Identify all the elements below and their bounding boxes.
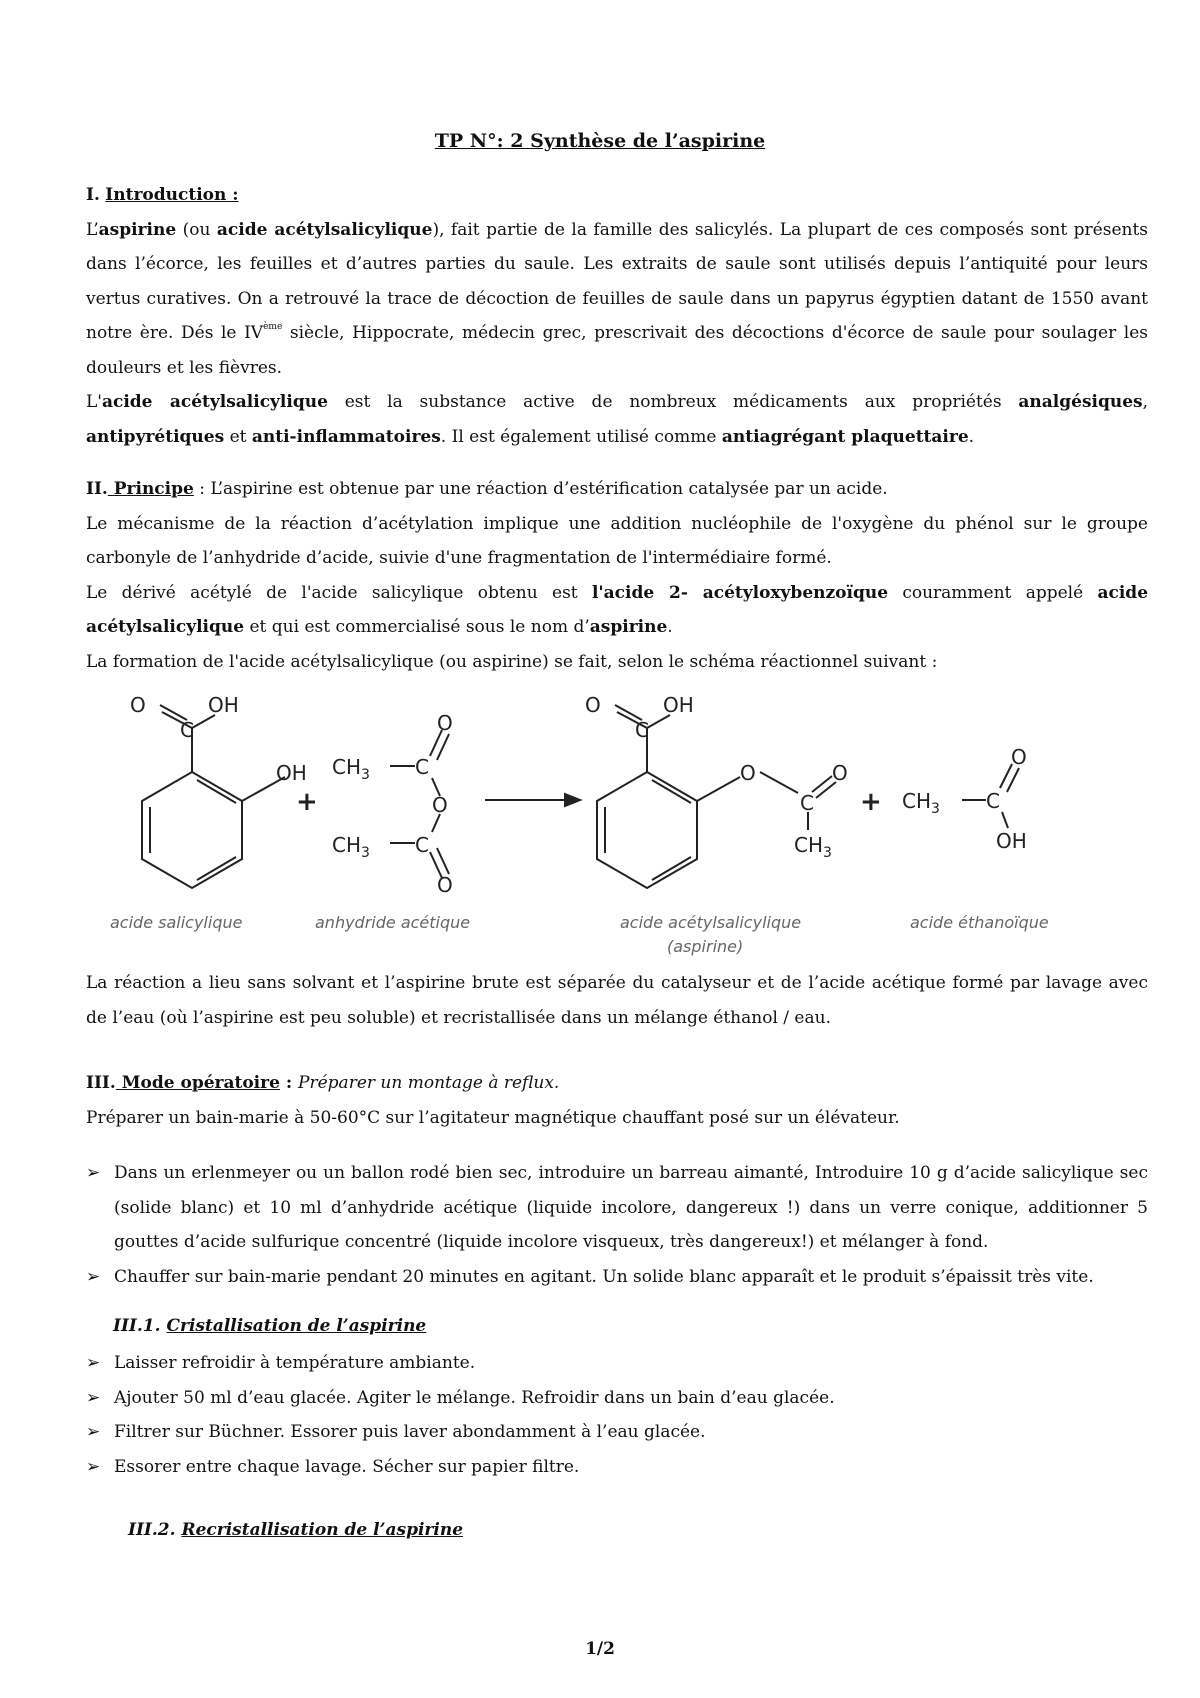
atom-ch3 bbox=[332, 833, 370, 861]
principe-line-3 bbox=[86, 576, 1148, 645]
principe-line-1 bbox=[86, 472, 1148, 507]
text-span: III. bbox=[86, 1073, 116, 1093]
principe-section bbox=[86, 472, 1148, 679]
atom-c: C bbox=[415, 755, 429, 779]
atom-oh: OH bbox=[663, 693, 694, 717]
atom-ch3 bbox=[902, 789, 940, 817]
text-span: Le dérivé acétylé de l'acide salicylique obtenu est bbox=[86, 582, 592, 603]
mode-operatoire-section bbox=[86, 1066, 1148, 1135]
text-span: Introduction : bbox=[105, 185, 239, 205]
text-span: (ou bbox=[176, 219, 217, 240]
mode-operatoire-line-1: Préparer un bain-marie à 50-60°C sur l’agitateur magnétique chauffant posé sur un élévateur. bbox=[86, 1107, 900, 1128]
arrow-bullet-icon: ➢ bbox=[86, 1387, 101, 1408]
plus-sign: + bbox=[296, 787, 318, 817]
text-span: I. bbox=[86, 185, 100, 205]
page-number: 1/2 bbox=[585, 1639, 615, 1659]
atom-c: C bbox=[986, 789, 1000, 813]
atom-o: O bbox=[585, 693, 601, 717]
mode-operatoire-steps bbox=[86, 1156, 1148, 1294]
introduction-section bbox=[86, 178, 1148, 454]
arrow-bullet-icon: ➢ bbox=[86, 1422, 101, 1442]
text-span: . bbox=[968, 426, 975, 447]
text-span: 3 bbox=[361, 845, 370, 861]
text-span: . bbox=[667, 617, 673, 637]
cristallisation-steps bbox=[86, 1346, 1148, 1484]
text-span: CH bbox=[332, 833, 362, 857]
text-span: siècle, Hippocrate, médecin grec, prescrivait des décoctions d'écorce de saule pour soulager les douleurs et les fièvres. bbox=[86, 323, 1149, 378]
label-ethanoic-acid: acide éthanoïque bbox=[910, 913, 1049, 932]
text-span: , bbox=[1142, 392, 1149, 412]
atom-o: O bbox=[437, 873, 453, 897]
list-item bbox=[86, 1346, 1148, 1381]
reaction-scheme bbox=[100, 680, 1120, 970]
list-item bbox=[86, 1156, 1148, 1260]
text-span: : bbox=[279, 1073, 299, 1093]
benzene-ring-salicylic bbox=[142, 772, 242, 888]
atom-o: O bbox=[437, 711, 453, 735]
text-span: II. bbox=[86, 479, 108, 499]
cristallisation-heading bbox=[113, 1316, 426, 1336]
recristallisation-heading bbox=[128, 1520, 463, 1540]
text-span: Laisser refroidir à température ambiante. bbox=[114, 1353, 476, 1373]
introduction-paragraph-2 bbox=[86, 385, 1148, 454]
text-span: 3 bbox=[361, 767, 370, 783]
label-aspirin: (aspirine) bbox=[667, 937, 744, 956]
text-span: III.2. bbox=[128, 1520, 182, 1540]
atom-c: C bbox=[415, 833, 429, 857]
text-span: Dans un erlenmeyer ou un ballon rodé bien sec, introduire un barreau aimanté, Introduire 10 g d’acide salicylique sec (solide blanc) et 10 ml d’anhydride acétique (liquide incolore, dangereux !) dans un verre conique, additionner 5 gouttes d’acide sulfurique concentré (liquide incolore visqueux, très dangereux!) et mélanger à fond. bbox=[114, 1163, 1148, 1252]
text-span: . Il est également utilisé comme bbox=[440, 426, 722, 447]
text-span: ème bbox=[263, 322, 283, 332]
list-item bbox=[86, 1415, 1148, 1450]
text-span: Préparer un montage à reflux. bbox=[298, 1073, 560, 1093]
atom-c: C bbox=[800, 791, 814, 815]
atom-ch3 bbox=[794, 833, 832, 861]
text-span: : L’aspirine est obtenue par une réaction d’estérification catalysée par un acide. bbox=[193, 479, 888, 499]
atom-c: C bbox=[635, 718, 649, 742]
atom-o: O bbox=[832, 761, 848, 785]
list-item bbox=[86, 1260, 1148, 1295]
introduction-heading bbox=[86, 178, 1148, 213]
benzene-ring-aspirin bbox=[597, 772, 697, 888]
text-span: acide acétylsalicylique bbox=[101, 392, 328, 412]
text-span: 3 bbox=[931, 801, 940, 817]
atom-oh: OH bbox=[208, 693, 239, 717]
text-span: acide acétylsalicylique bbox=[86, 582, 1149, 637]
text-span: aspirine bbox=[98, 219, 177, 240]
text-span: l'acide 2- acétyloxybenzoïque bbox=[591, 582, 889, 603]
label-acetylsalicylic-acid: acide acétylsalicylique bbox=[620, 913, 802, 932]
text-span: Ajouter 50 ml d’eau glacée. Agiter le mélange. Refroidir dans un bain d’eau glacée. bbox=[114, 1387, 835, 1408]
plus-sign: + bbox=[860, 787, 882, 817]
atom-o: O bbox=[740, 761, 756, 785]
atom-oh: OH bbox=[996, 829, 1027, 853]
text-span: Mode opératoire bbox=[115, 1073, 280, 1093]
text-span: Filtrer sur Büchner. Essorer puis laver abondamment à l’eau glacée. bbox=[114, 1422, 706, 1442]
atom-o: O bbox=[432, 793, 448, 817]
arrow-bullet-icon: ➢ bbox=[86, 1456, 101, 1477]
text-span: acide acétylsalicylique bbox=[216, 219, 433, 240]
text-span: antiagrégant plaquettaire bbox=[721, 426, 969, 447]
label-salicylic-acid: acide salicylique bbox=[110, 913, 243, 932]
label-acetic-anhydride: anhydride acétique bbox=[315, 913, 471, 932]
text-span: Cristallisation de l’aspirine bbox=[166, 1316, 427, 1336]
text-span: Chauffer sur bain-marie pendant 20 minutes en agitant. Un solide blanc apparaît et le produit s’épaissit très vite. bbox=[114, 1266, 1094, 1287]
atom-o: O bbox=[130, 693, 146, 717]
text-span: CH bbox=[794, 833, 824, 857]
text-span: couramment appelé bbox=[888, 582, 1098, 603]
page-title: TP N°: 2 Synthèse de l’aspirine bbox=[434, 130, 766, 152]
text-span: et bbox=[224, 426, 252, 447]
text-span: L’ bbox=[86, 219, 99, 240]
atom-oh: OH bbox=[276, 761, 307, 785]
text-span: III.1. bbox=[113, 1316, 167, 1336]
principe-line-4: La formation de l'acide acétylsalicylique (ou aspirine) se fait, selon le schéma réactionnel suivant : bbox=[86, 651, 938, 672]
text-span: Principe bbox=[107, 479, 194, 499]
text-span: analgésiques bbox=[1018, 392, 1143, 412]
list-item bbox=[86, 1450, 1148, 1485]
text-span: antipyrétiques bbox=[86, 426, 225, 447]
atom-ch3 bbox=[332, 755, 370, 783]
atom-c: C bbox=[180, 718, 194, 742]
arrow-bullet-icon: ➢ bbox=[86, 1163, 101, 1183]
text-span: et qui est commercialisé sous le nom d’ bbox=[244, 617, 590, 637]
principe-line-2: Le mécanisme de la réaction d’acétylation implique une addition nucléophile de l'oxygène du phénol sur le groupe carbonyle de l’anhydride d’acide, suivie d'une fragmentation de l'intermédiaire formé. bbox=[86, 513, 1148, 568]
text-span: CH bbox=[332, 755, 362, 779]
mode-operatoire-heading bbox=[86, 1066, 1148, 1101]
text-span: CH bbox=[902, 789, 932, 813]
text-span: est la substance active de nombreux médicaments aux propriétés bbox=[327, 392, 1019, 412]
text-span: ), fait partie de la famille des salicylés. La plupart de ces composés sont présents dans l’écorce, les feuilles et d’autres parties du saule. Les extraits de saule sont utilisés depuis l’antiquité pour leurs vertus curatives. On a retrouvé la trace de décoction de feuilles de saule dans un papyrus égyptien datant de 1550 avant notre ère. Dés le IV bbox=[86, 219, 1149, 343]
text-span: Essorer entre chaque lavage. Sécher sur papier filtre. bbox=[114, 1456, 580, 1477]
arrow-bullet-icon: ➢ bbox=[86, 1266, 101, 1287]
text-span: anti-inflammatoires bbox=[251, 426, 441, 447]
atom-o: O bbox=[1011, 745, 1027, 769]
text-span: aspirine bbox=[589, 617, 668, 637]
reaction-paragraph: La réaction a lieu sans solvant et l’aspirine brute est séparée du catalyseur et de l’acide acétique formé par lavage avec de l’eau (où l’aspirine est peu soluble) et recristallisée dans un mélange éthanol / eau. bbox=[86, 973, 1148, 1028]
list-item bbox=[86, 1381, 1148, 1416]
arrow-bullet-icon: ➢ bbox=[86, 1353, 101, 1373]
text-span: Recristallisation de l’aspirine bbox=[181, 1520, 464, 1540]
introduction-paragraph-1 bbox=[86, 213, 1148, 386]
text-span: 3 bbox=[823, 845, 832, 861]
text-span: L' bbox=[86, 392, 102, 412]
